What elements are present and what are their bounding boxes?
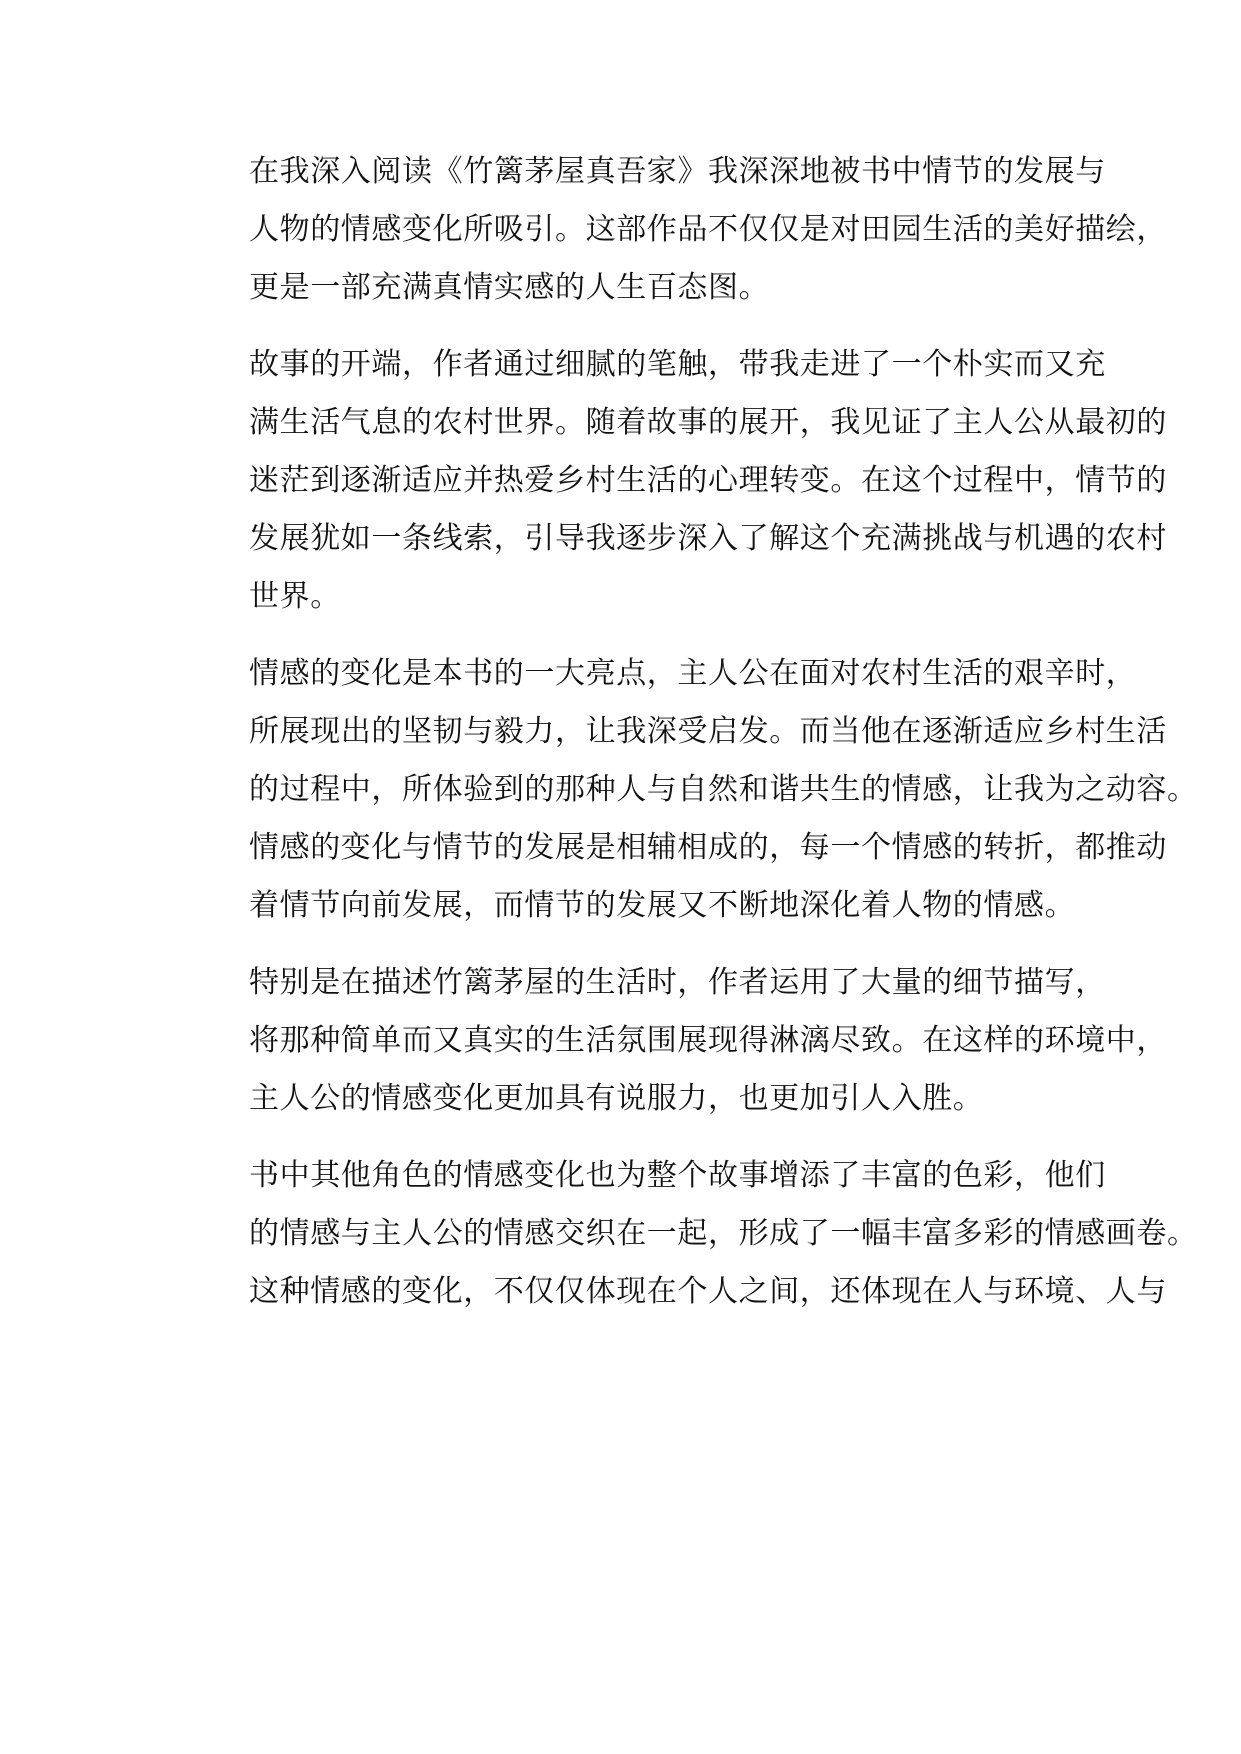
text-line: 发展犹如一条线索，引导我逐步深入了解这个充满挑战与机遇的农村: [249, 521, 1167, 556]
text-line: 书中其他角色的情感变化也为整个故事增添了丰富的色彩，他们: [249, 1158, 1106, 1193]
text-line: 所展现出的坚韧与毅力，让我深受启发。而当他在逐渐适应乡村生活: [249, 714, 1167, 749]
text-line: 在我深入阅读《竹篱茅屋真吾家》我深深地被书中情节的发展与: [249, 154, 1106, 189]
paragraph-4: [189, 954, 1167, 1128]
text-line: 这种情感的变化，不仅仅体现在个人之间，还体现在人与环境、人与: [249, 1274, 1167, 1309]
text-line: 满生活气息的农村世界。随着故事的展开，我见证了主人公从最初的: [249, 405, 1167, 440]
text-line: 世界。: [249, 579, 341, 614]
text-line: 的过程中，所体验到的那种人与自然和谐共生的情感，让我为之动容。: [249, 772, 1198, 807]
text-line: 特别是在描述竹篱茅屋的生活时，作者运用了大量的细节描写，: [249, 965, 1106, 1000]
paragraph-3: [189, 645, 1198, 935]
text-line: 的情感与主人公的情感交织在一起，形成了一幅丰富多彩的情感画卷。: [249, 1216, 1198, 1251]
text-line: 更是一部充满真情实感的人生百态图。: [249, 270, 770, 305]
paragraph-5: [189, 1147, 1198, 1321]
text-line: 人物的情感变化所吸引。这部作品不仅仅是对田园生活的美好描绘，: [249, 212, 1167, 247]
text-line: 迷茫到逐渐适应并热爱乡村生活的心理转变。在这个过程中，情节的: [249, 463, 1167, 498]
text-line: 主人公的情感变化更加具有说服力，也更加引人入胜。: [249, 1081, 984, 1116]
text-line: 故事的开端，作者通过细腻的笔触，带我走进了一个朴实而又充: [249, 347, 1106, 382]
paragraph-2: [189, 336, 1167, 626]
text-line: 将那种简单而又真实的生活氛围展现得淋漓尽致。在这样的环境中，: [249, 1023, 1167, 1058]
document-body: [189, 143, 1198, 1340]
text-line: 着情节向前发展，而情节的发展又不断地深化着人物的情感。: [249, 888, 1076, 923]
text-line: 情感的变化是本书的一大亮点，主人公在面对农村生活的艰辛时，: [249, 656, 1137, 691]
text-line: 情感的变化与情节的发展是相辅相成的，每一个情感的转折，都推动: [249, 830, 1167, 865]
paragraph-1: [189, 143, 1167, 317]
